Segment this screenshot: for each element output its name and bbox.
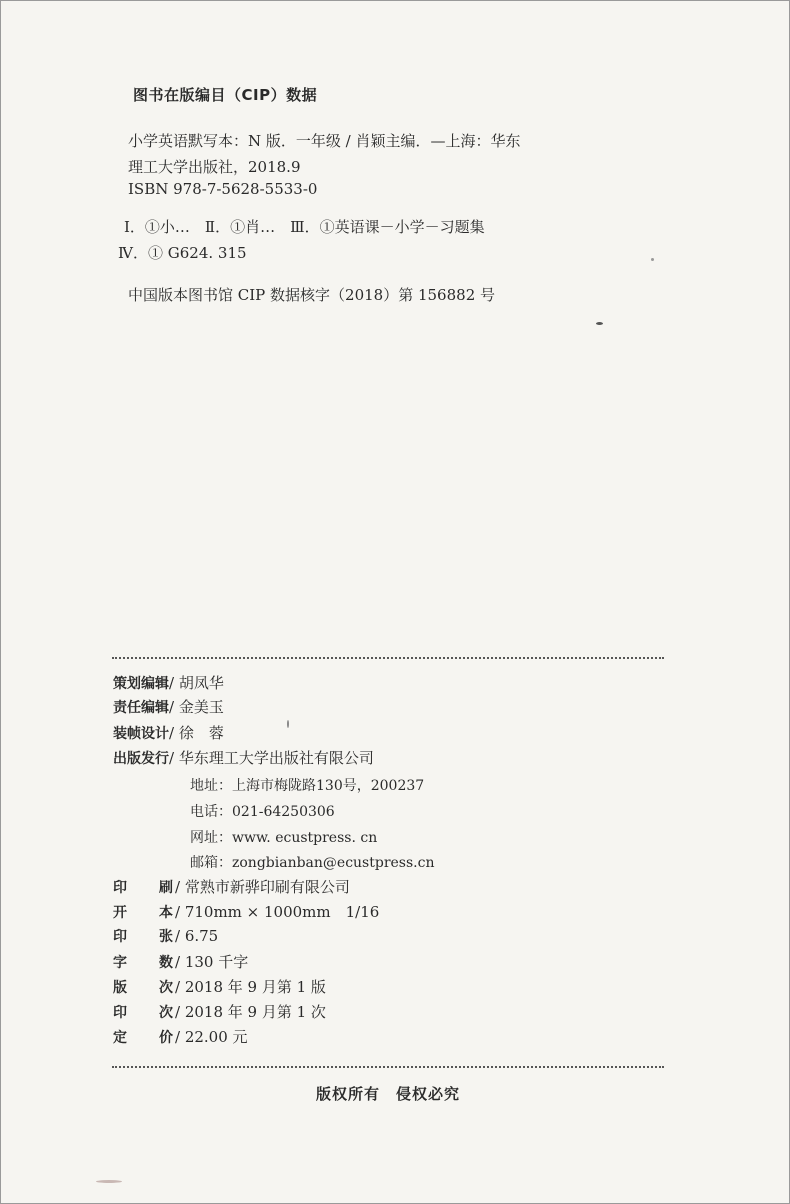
spec-label-word-count: 字 数 bbox=[113, 955, 173, 971]
planning-editor-value: / 胡凤华 bbox=[169, 674, 224, 692]
spec-row-price bbox=[113, 1026, 248, 1047]
design-row bbox=[113, 722, 224, 746]
publisher-website: 网址：www. ecustpress. cn bbox=[190, 830, 378, 846]
spec-row-format bbox=[113, 901, 379, 922]
cip-verification-number: 中国版本图书馆 CIP 数据核字（2018）第 156882 号 bbox=[128, 286, 496, 304]
planning-editor-row bbox=[113, 672, 224, 696]
publisher-email: 邮箱：zongbianban@ecustpress.cn bbox=[190, 855, 435, 871]
spec-row-printing bbox=[113, 1001, 326, 1022]
spec-row-word-count bbox=[113, 951, 248, 972]
spec-label-sheets: 印 张 bbox=[113, 929, 173, 945]
publisher-phone: 电话：021-64250306 bbox=[190, 804, 335, 820]
design-label: 装帧设计 bbox=[113, 726, 169, 742]
cip-subjects-line-1: Ⅰ．①小… Ⅱ．①肖… Ⅲ．①英语课－小学－习题集 bbox=[124, 218, 485, 236]
publisher-row bbox=[113, 747, 374, 771]
copyright-notice: 版权所有 侵权必究 bbox=[316, 1085, 461, 1103]
planning-editor-label: 策划编辑 bbox=[113, 676, 169, 692]
spec-value-sheets: / 6.75 bbox=[175, 927, 219, 945]
cip-catalog-line-1: 小学英语默写本：N 版．一年级 / 肖颖主编．—上海：华东 bbox=[128, 132, 521, 150]
publisher-label: 出版发行 bbox=[113, 751, 169, 767]
cip-catalog-line-2: 理工大学出版社，2018.9 bbox=[128, 158, 301, 176]
design-value: / 徐 蓉 bbox=[169, 724, 224, 742]
spec-label-printer: 印 刷 bbox=[113, 880, 173, 896]
spec-label-price: 定 价 bbox=[113, 1030, 173, 1046]
print-speck bbox=[651, 258, 654, 261]
spec-label-edition: 版 次 bbox=[113, 980, 173, 996]
divider-bottom bbox=[112, 1066, 664, 1068]
spec-value-price: / 22.00 元 bbox=[175, 1028, 248, 1046]
spec-value-word-count: / 130 千字 bbox=[175, 953, 249, 971]
cip-heading: 图书在版编目（CIP）数据 bbox=[133, 86, 318, 104]
publisher-value: / 华东理工大学出版社有限公司 bbox=[169, 749, 374, 767]
responsible-editor-label: 责任编辑 bbox=[113, 700, 169, 716]
print-speck bbox=[287, 720, 289, 728]
responsible-editor-row bbox=[113, 696, 224, 720]
publisher-address: 地址：上海市梅陇路130号，200237 bbox=[190, 778, 425, 794]
spec-value-printing: / 2018 年 9 月第 1 次 bbox=[175, 1003, 326, 1021]
spec-label-printing: 印 次 bbox=[113, 1005, 173, 1021]
spec-value-edition: / 2018 年 9 月第 1 版 bbox=[175, 978, 326, 996]
spec-row-printer bbox=[113, 876, 350, 897]
spec-row-edition bbox=[113, 976, 326, 997]
divider-top bbox=[112, 657, 664, 659]
responsible-editor-value: / 金美玉 bbox=[169, 698, 224, 716]
print-speck bbox=[596, 322, 603, 325]
cip-subjects-line-2: Ⅳ．① G624. 315 bbox=[118, 244, 247, 262]
print-speck bbox=[96, 1180, 122, 1183]
spec-value-format: / 710mm × 1000mm 1/16 bbox=[175, 903, 380, 921]
cip-isbn: ISBN 978-7-5628-5533-0 bbox=[128, 180, 318, 198]
spec-label-format: 开 本 bbox=[113, 905, 173, 921]
spec-value-printer: / 常熟市新骅印刷有限公司 bbox=[175, 878, 350, 896]
spec-row-sheets bbox=[113, 926, 218, 946]
